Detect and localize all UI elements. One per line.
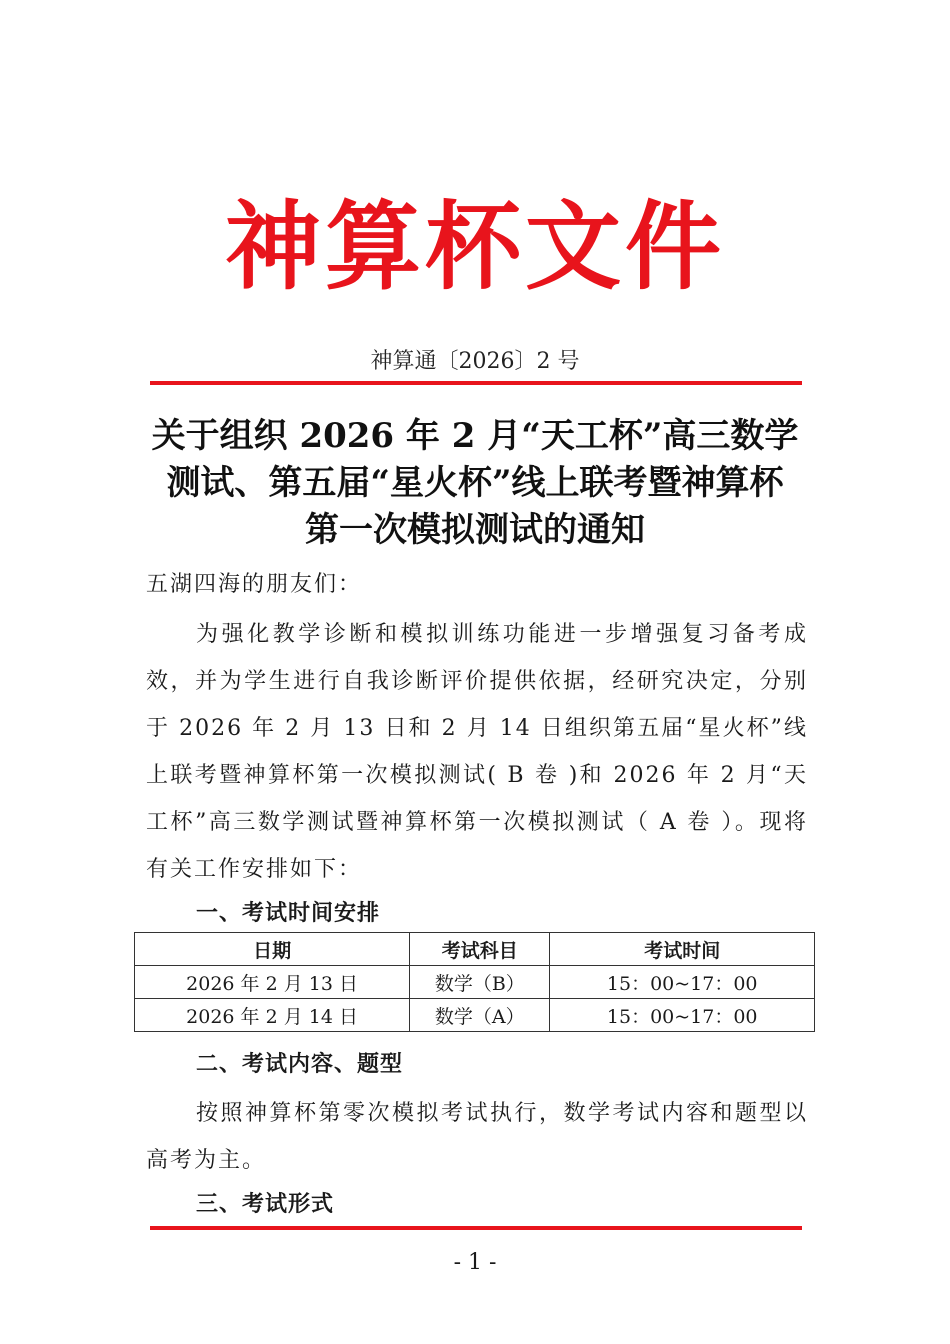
page-number: - 1 - xyxy=(453,1250,497,1275)
column-header-subject: 考试科目 xyxy=(410,933,550,966)
content-paragraph: 按照神算杯第零次模拟考试执行，数学考试内容和题型以高考为主。 xyxy=(146,1101,808,1173)
salutation: 五湖四海的朋友们： xyxy=(146,572,363,597)
section-heading-schedule: 一、考试时间安排 xyxy=(196,901,381,926)
table-row xyxy=(135,966,815,999)
table-cell-time: 15：00~17：00 xyxy=(550,966,815,999)
section-heading-format: 三、考试形式 xyxy=(196,1192,335,1217)
header-red-divider xyxy=(150,381,802,385)
title-line: 测试、第五届“星火杯”线上联考暨神算杯 xyxy=(166,463,784,503)
intro-paragraph: 为强化教学诊断和模拟训练功能进一步增强复习备考成效，并为学生进行自我诊断评价提供依据，经研究决定，分别于 2026 年 2 月 13 日和 2 月 14 日组织第五届“星火杯”线上联考暨神算杯第一次模拟测试( B 卷 )和 2026 年 2 月“天工杯”高三数学测试暨神算杯第一次模拟测试（ A 卷 ）。现将有关工作安排如下： xyxy=(146,622,808,882)
table-cell-date: 2026 年 2 月 13 日 xyxy=(135,966,410,999)
column-header-time: 考试时间 xyxy=(550,933,815,966)
table-header-row xyxy=(135,933,815,966)
section-heading-content: 二、考试内容、题型 xyxy=(196,1052,404,1077)
title-line: 关于组织 2026 年 2 月“天工杯”高三数学 xyxy=(151,416,799,456)
table-cell-subject: 数学（A） xyxy=(410,999,550,1032)
table-cell-date: 2026 年 2 月 14 日 xyxy=(135,999,410,1032)
table-row xyxy=(135,999,815,1032)
table-cell-subject: 数学（B） xyxy=(410,966,550,999)
document-title xyxy=(120,413,830,554)
exam-schedule-table xyxy=(134,932,815,1032)
footer-red-divider xyxy=(150,1226,802,1230)
title-line: 第一次模拟测试的通知 xyxy=(305,510,645,550)
column-header-date: 日期 xyxy=(135,933,410,966)
table-cell-time: 15：00~17：00 xyxy=(550,999,815,1032)
document-number: 神算通〔2026〕2 号 xyxy=(370,349,580,374)
document-header-title: 神算杯文件 xyxy=(225,191,725,303)
